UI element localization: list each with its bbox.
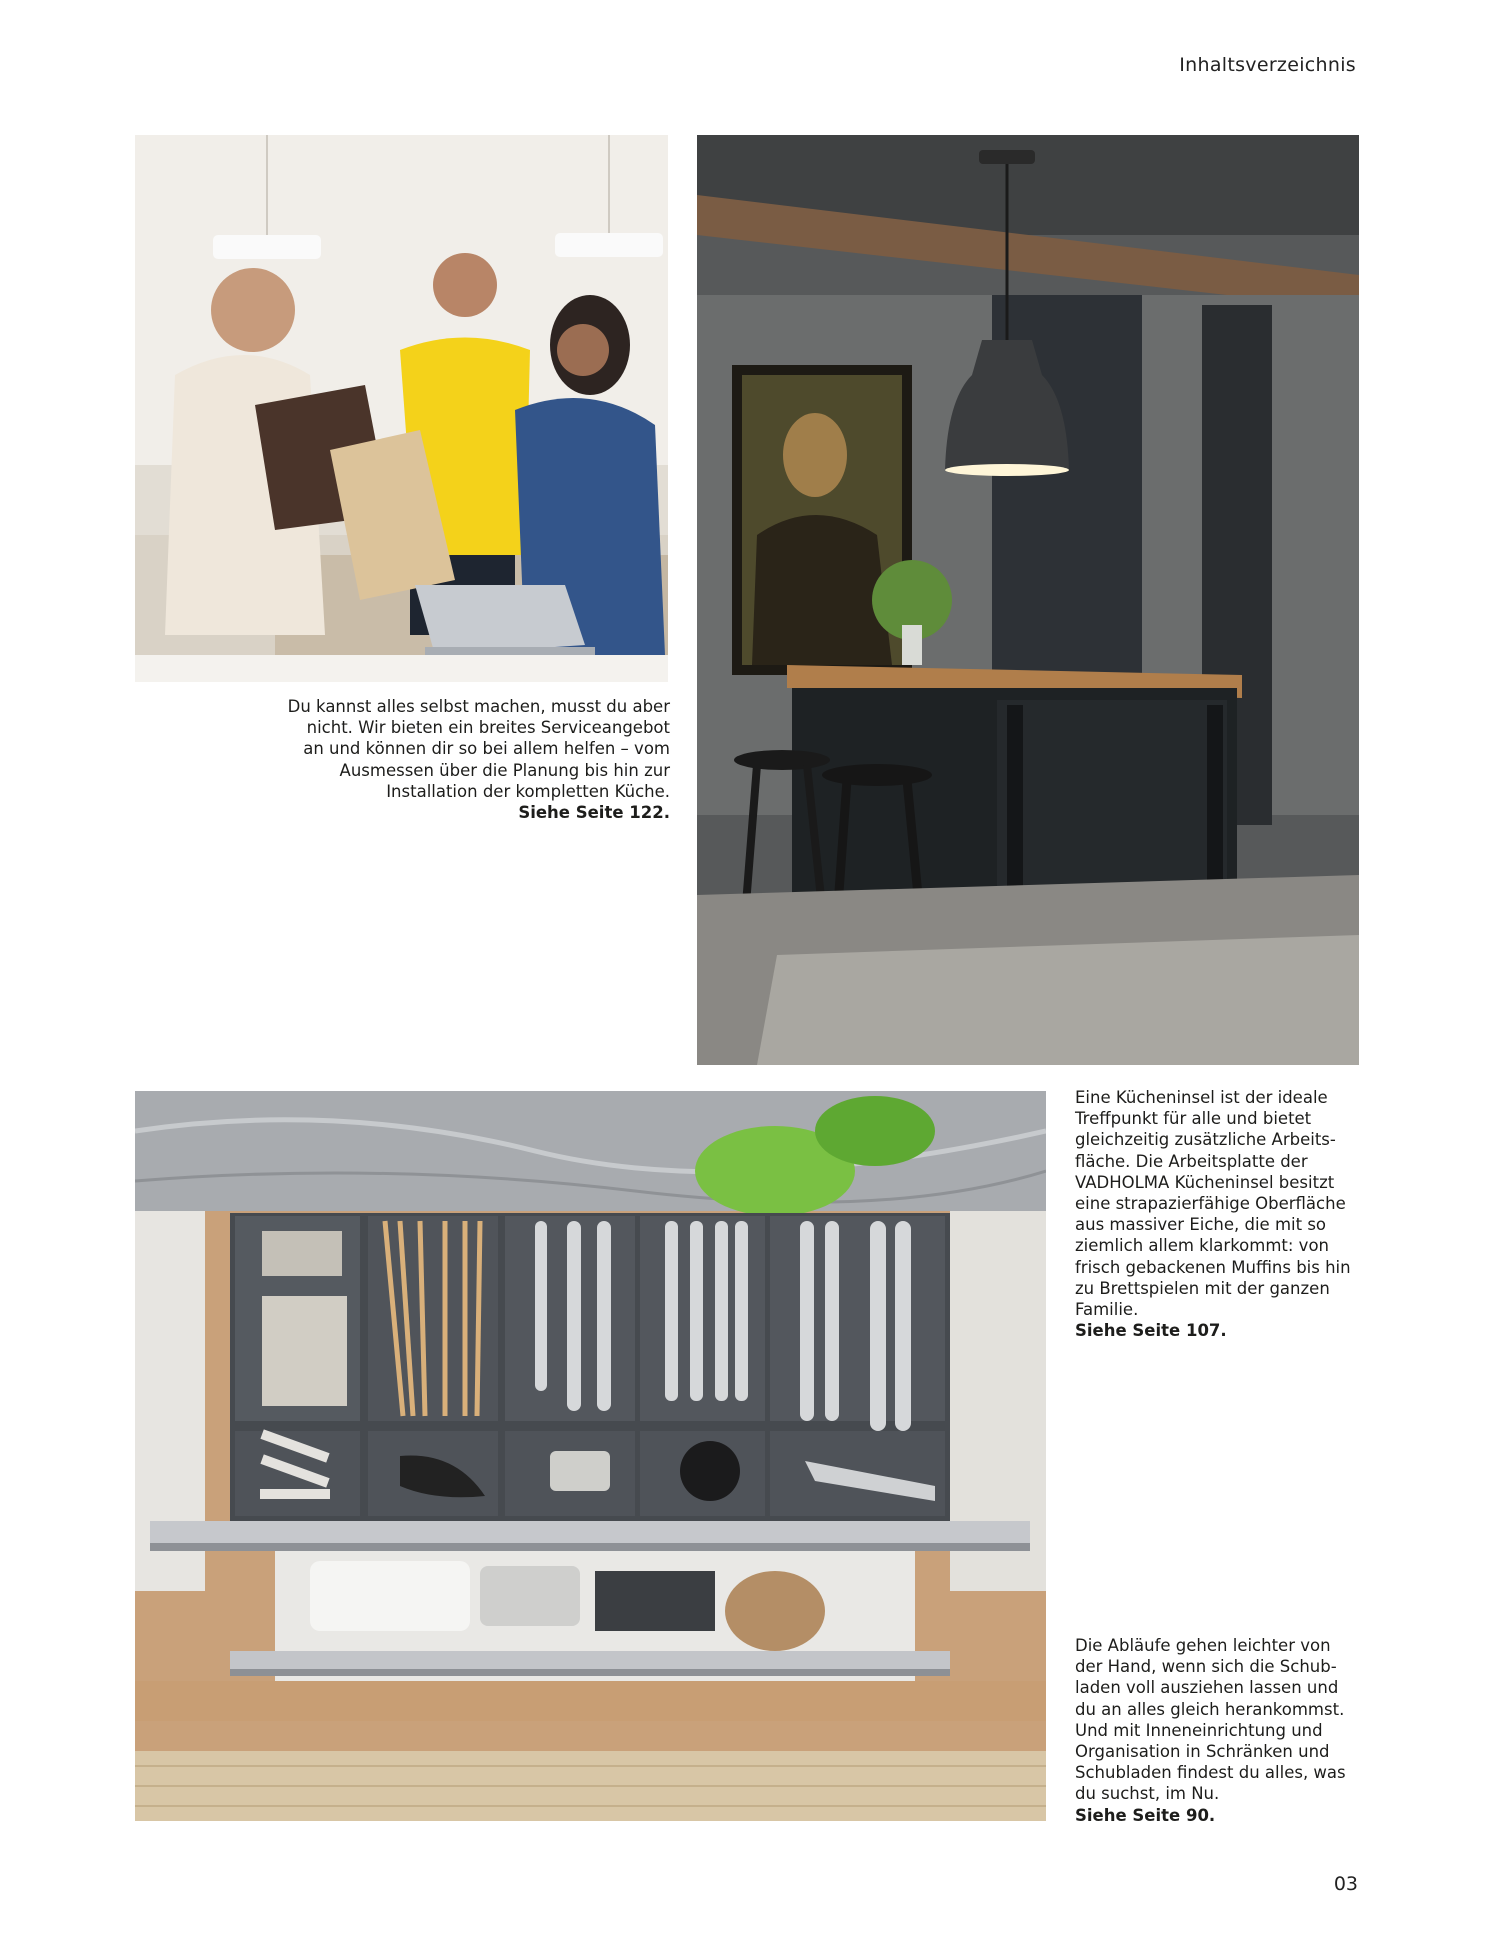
caption-line: fläche. Die Arbeitsplatte der xyxy=(1075,1151,1308,1171)
caption-line: aus massiver Eiche, die mit so xyxy=(1075,1215,1327,1235)
page-number: 03 xyxy=(1333,1873,1358,1895)
caption-line: Schubladen findest du alles, was xyxy=(1075,1763,1346,1783)
caption-line: du an alles gleich herankommst. xyxy=(1075,1699,1345,1719)
caption-line: du suchst, im Nu. xyxy=(1075,1784,1220,1804)
caption-service-offer xyxy=(270,696,670,823)
caption-line: Ausmessen über die Planung bis hin zur xyxy=(339,760,670,780)
caption-line: Eine Kücheninsel ist der ideale xyxy=(1075,1088,1328,1107)
caption-line: VADHOLMA Kücheninsel besitzt xyxy=(1075,1172,1335,1192)
table-of-contents-link[interactable]: Inhaltsverzeichnis xyxy=(1179,54,1356,76)
page-reference-link[interactable]: Siehe Seite 107. xyxy=(1075,1321,1227,1341)
page-reference-link[interactable]: Siehe Seite 122. xyxy=(518,803,670,823)
page-reference-link[interactable]: Siehe Seite 90. xyxy=(1075,1805,1216,1825)
caption-line: Familie. xyxy=(1075,1300,1139,1320)
caption-line: nicht. Wir bieten ein breites Serviceangebot xyxy=(306,718,670,738)
caption-line: Installation der kompletten Küche. xyxy=(386,781,670,801)
caption-line: der Hand, wenn sich die Schub- xyxy=(1075,1657,1337,1677)
caption-kitchen-island xyxy=(1075,1087,1365,1341)
photo-kitchen-service-consultation xyxy=(135,135,668,682)
photo-kitchen-island xyxy=(697,135,1359,1065)
caption-line: Du kannst alles selbst machen, musst du aber xyxy=(287,697,670,716)
caption-line: ziemlich allem klarkommt: von xyxy=(1075,1236,1329,1256)
caption-line: laden voll ausziehen lassen und xyxy=(1075,1678,1339,1698)
caption-line: gleichzeitig zusätzliche Arbeits- xyxy=(1075,1130,1336,1150)
photo-drawer-organizer xyxy=(135,1091,1046,1821)
caption-drawer-organization xyxy=(1075,1635,1365,1826)
caption-line: Treffpunkt für alle und bietet xyxy=(1075,1109,1312,1129)
caption-line: an und können dir so bei allem helfen – vom xyxy=(303,739,670,759)
caption-line: Organisation in Schränken und xyxy=(1075,1742,1330,1762)
caption-line: frisch gebackenen Muffins bis hin xyxy=(1075,1257,1351,1277)
caption-line: Die Abläufe gehen leichter von xyxy=(1075,1636,1331,1655)
caption-line: Und mit Inneneinrichtung und xyxy=(1075,1720,1323,1740)
caption-line: eine strapazierfähige Oberfläche xyxy=(1075,1194,1346,1214)
caption-line: zu Brettspielen mit der ganzen xyxy=(1075,1278,1330,1298)
